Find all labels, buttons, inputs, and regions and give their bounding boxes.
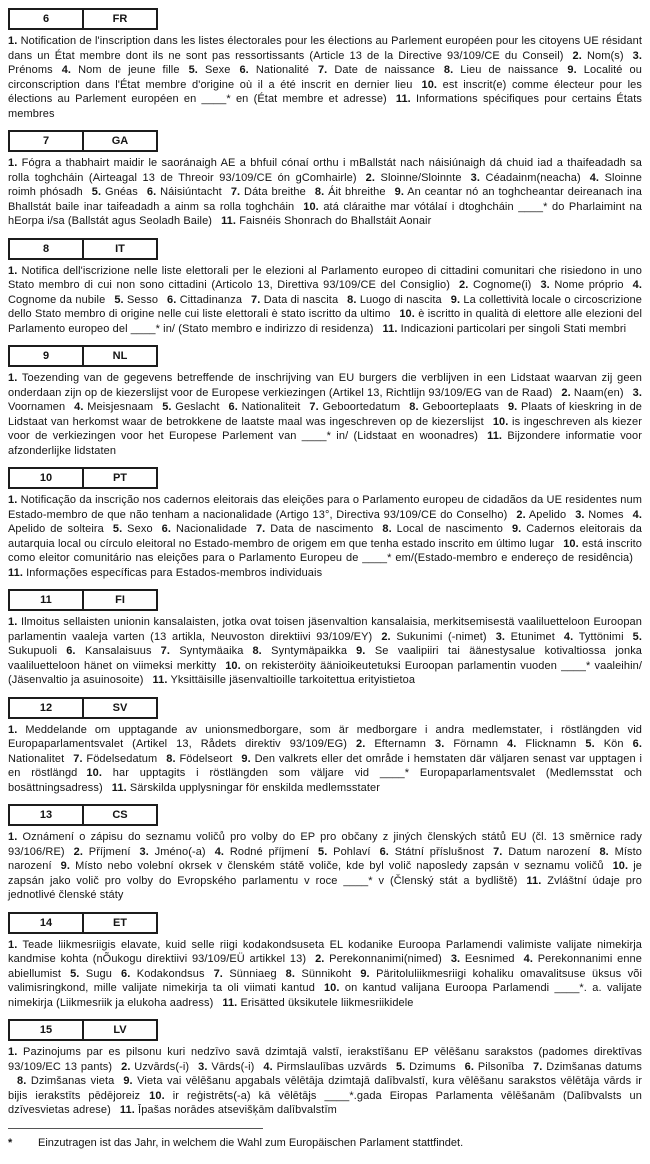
section-text: [8, 493, 642, 580]
item-number: 3.: [632, 49, 642, 62]
item-text: Pazinojums par es pilsonu kuri nedzīvo savā dzimtajā valstī, ierakstīšanu EP vēlēšanu sarakstos (padomes direktīvas 93/109/EC 13 pants): [8, 1046, 642, 1073]
item-number: 11.: [487, 430, 503, 442]
item-number: 8.: [409, 401, 419, 413]
item-text: on kantud valijana Euroopa Parlamendi ____*. a. valijate nimekirja (Liikmesriik ja elukoha aadress): [8, 982, 642, 1009]
item-number: 10.: [323, 982, 340, 994]
item-text: Īpašas norādes atsevišķām dalībvalstīm: [134, 1104, 337, 1116]
item-text: Místo narození: [8, 845, 642, 872]
item-number: 10.: [149, 1089, 165, 1102]
item-text: Localité ou circonscription dans l'État membre d'origine où il a été inscrit en dernier lieu: [8, 64, 642, 91]
item-number: 10.: [86, 767, 102, 779]
item-number: 7.: [213, 967, 223, 980]
item-text: Céadainm(neacha): [480, 171, 581, 184]
language-section: [8, 8, 642, 121]
item-text: Lieu de naissance: [453, 64, 559, 76]
item-number: 4.: [507, 738, 517, 750]
item-text: Sesso: [123, 293, 159, 306]
item-number: 5.: [632, 630, 642, 643]
item-text: Dzimšanas vieta: [26, 1075, 115, 1087]
item-text: Náisiúntacht: [156, 186, 222, 198]
item-number: 5.: [395, 1060, 406, 1073]
item-text: Ilmoitus sellaisten unionin kansalaisten, jotka ovat toisen jäsenvaltion kansalaisia, merkitsemisestä vaaliluetteloon Euroopan parlamentin vaaleja varten (13 artikla, Neuvoston direktiivi 93/109/EY): [8, 616, 642, 643]
item-text: Särskilda upplysningar för enskilda medlemsstater: [126, 781, 380, 794]
item-text: Meisjesnaam: [83, 401, 154, 413]
item-number: 7.: [73, 752, 83, 765]
section-header-box: [8, 345, 158, 367]
section-number: 13: [10, 806, 84, 824]
item-number: 10.: [563, 537, 579, 550]
item-text: Vieta vai vēlēšanu apgabals vēlētāja dzimtajā dalībvalstī, kura vēlēšanu sarakstos vēlētāja vārds ir bijis ierakstīts pēdējoreiz: [8, 1075, 642, 1102]
item-text: Kön: [594, 738, 624, 750]
section-text: [8, 1045, 642, 1118]
item-number: 11.: [8, 566, 23, 579]
item-number: 1.: [8, 831, 18, 843]
item-number: 2.: [365, 171, 376, 184]
item-text: Cognome(i): [468, 279, 532, 291]
item-text: Nationalitet: [8, 752, 65, 765]
item-text: Příjmení: [83, 845, 131, 858]
language-section: [8, 804, 642, 903]
item-number: 4.: [563, 630, 574, 643]
item-number: 2.: [572, 49, 582, 62]
item-text: Sugu: [79, 967, 112, 980]
item-text: Födelseort: [175, 752, 233, 765]
item-text: je zapsán jako volič pro volby do Evropského parlamentu v roce ____* v (Členský stát a bydliště): [8, 860, 643, 887]
section-text: [8, 938, 642, 1011]
item-number: 9.: [123, 1075, 133, 1087]
item-text: Geboortedatum: [318, 401, 401, 413]
section-number: 12: [10, 699, 84, 717]
item-text: Sexo: [122, 523, 153, 535]
section-text: [8, 371, 642, 458]
section-number: 6: [10, 10, 84, 28]
item-number: 8.: [314, 186, 325, 198]
section-text: [8, 34, 642, 121]
item-text: Bijzondere informatie voor afzonderlijke lidstaten: [8, 430, 642, 457]
item-number: 1.: [8, 616, 18, 628]
section-text: [8, 615, 642, 688]
item-text: Teade liikmesriigis elavate, kuid selle riigi kodakondsuseta EL kodanike Euroopa Parlamendi valimiste valijate nimekirja kandmise kohta (nÕukogu direktiivi 93/109/EÜ artikkel 13): [8, 938, 642, 965]
item-number: 7.: [533, 1060, 543, 1073]
item-number: 11.: [221, 215, 237, 227]
language-code: PT: [112, 472, 128, 484]
section-number: 14: [10, 914, 84, 932]
item-text: Flicknamn: [516, 738, 577, 750]
item-text: Den valkrets eller det område i hemstaten där väljaren senast var upptagen i en röstlängd: [8, 752, 642, 779]
item-text: Sünnikoht: [295, 967, 352, 980]
item-number: 8.: [252, 645, 262, 657]
item-number: 6.: [632, 738, 642, 750]
footnote-marker: *: [8, 1136, 13, 1149]
item-number: 10.: [492, 415, 509, 428]
item-number: 6.: [167, 293, 177, 306]
item-text: Notifica dell'iscrizione nelle liste elettorali per le elezioni al Parlamento europeo di cittadini comunitari che risiedono in uno Stato membro di cui non sono cittadini (Articolo 13, Direttiva 93/109/CE del Consiglio): [8, 264, 642, 291]
item-number: 1.: [8, 372, 18, 384]
item-text: Cadernos eleitorais da autarquia local ou círculo eleitoral no Estado-membro de origem em que tenha estado inscrito em último lugar: [8, 523, 643, 550]
item-text: Perekonnanimi(nimed): [324, 953, 442, 965]
section-header-box: [8, 238, 158, 260]
item-number: 1.: [8, 264, 18, 277]
item-text: Sloinne roimh phósadh: [8, 171, 642, 198]
item-text: Jméno(-a): [148, 845, 206, 858]
section-header-box: [8, 912, 158, 934]
item-number: 2.: [315, 953, 325, 965]
item-number: 4.: [214, 845, 225, 858]
section-header-box: [8, 8, 158, 30]
item-text: Födelsedatum: [82, 752, 158, 765]
item-number: 11.: [526, 874, 542, 887]
item-text: Apelido de solteira: [8, 523, 104, 535]
item-text: Se vaalipiiri tai äänestysalue kotivaltiossa jonka vaaliluetteloon hänet on viimeksi merkitty: [8, 645, 643, 672]
item-text: Nome próprio: [549, 279, 624, 291]
item-text: ir reģistrēts(-a) kā vēlētājs ____*.gada Eiropas Parlamenta vēlēšanām (Dalībvalsts un dzīvesvietas adrese): [8, 1089, 642, 1116]
footnote: [8, 1136, 642, 1151]
item-number: 10.: [612, 860, 629, 872]
section-number: 15: [10, 1021, 84, 1039]
item-text: Notification de l'inscription dans les listes électorales pour les élections au Parlement européen pour les citoyens UE résidant dans un État membre dont ils ne sont pas ressortissants (Article 13 de la Directive 93/109/CE du Conseil): [8, 35, 642, 62]
item-text: Kodakondsus: [130, 967, 205, 980]
item-text: Dzimums: [405, 1060, 456, 1073]
item-text: Sünniaeg: [222, 967, 277, 980]
item-text: Gnéas: [101, 186, 138, 198]
item-text: Perekonnanimi enne abiellumist: [8, 953, 642, 980]
item-number: 3.: [139, 845, 149, 858]
item-text: Nom de jeune fille: [71, 64, 180, 76]
item-text: Áit bhreithe: [324, 186, 386, 198]
item-text: Erisätted üksikutele liikmesriikidele: [237, 996, 414, 1009]
item-number: 9.: [450, 293, 461, 306]
item-number: 3.: [495, 630, 506, 643]
item-text: Indicazioni particolari per singoli Stati membri: [397, 322, 627, 335]
item-number: 1.: [8, 723, 18, 736]
section-number: 7: [10, 132, 84, 150]
item-text: Toezending van de gegevens betreffende de inschrijving van EU burgers die verblijven in een Lidstaat waarvan zij geen onderdaan zijn op de kiezerslijst voor de Europese verkiezingen (Artikel 13, Richtlijn 93/109/EG van de Raad): [8, 372, 642, 399]
item-number: 5.: [91, 186, 102, 198]
item-number: 6.: [239, 64, 249, 76]
item-text: Rodné příjmení: [224, 845, 310, 858]
item-text: Fógra a thabhairt maidir le saoránaigh AE a bhfuil cónaí orthu i mBallstát nach náisiúnaigh dá chuid iad a thaifeadadh sa rolla toghcháin (Airteagal 13 de Threoir 93/109/CE ón gComhairle): [8, 157, 642, 184]
item-text: Date de naissance: [327, 64, 435, 76]
section-text: [8, 264, 642, 337]
item-number: 9.: [356, 645, 366, 657]
item-text: Sukunimi (-nimet): [390, 630, 487, 643]
item-text: Cognome da nubile: [8, 293, 106, 306]
item-text: Dáta breithe: [240, 186, 306, 198]
item-number: 7.: [230, 186, 241, 198]
item-text: Geslacht: [171, 401, 220, 413]
item-text: Sukupuoli: [8, 645, 58, 657]
item-number: 6.: [161, 523, 172, 535]
language-code: IT: [115, 242, 125, 255]
item-text: est inscrit(e) comme électeur pour les élections au Parlement européen en ____* en (État membre et adresse): [8, 78, 642, 105]
section-number: 10: [10, 469, 84, 487]
language-code: FR: [112, 13, 128, 25]
item-number: 11.: [382, 322, 398, 335]
item-text: Pohlaví: [327, 845, 371, 858]
item-number: 2.: [381, 630, 391, 643]
item-text: Naam(en): [570, 386, 624, 399]
item-text: Efternamn: [365, 738, 426, 750]
section-header-box: [8, 130, 158, 152]
item-number: 9.: [507, 401, 518, 413]
item-number: 7.: [317, 64, 328, 76]
item-number: 9.: [511, 523, 522, 535]
item-text: Sexe: [197, 64, 231, 76]
item-number: 3.: [198, 1060, 208, 1073]
item-number: 11.: [119, 1104, 135, 1116]
item-number: 5.: [162, 401, 172, 413]
item-number: 11.: [152, 674, 168, 686]
item-number: 2.: [121, 1060, 131, 1073]
section-text: [8, 723, 642, 796]
language-code: ET: [112, 916, 128, 929]
item-text: Sloinne/Sloinnte: [375, 171, 462, 184]
item-number: 5.: [585, 738, 595, 750]
item-number: 7.: [255, 523, 266, 535]
language-section: [8, 345, 642, 458]
item-number: 2.: [459, 279, 469, 291]
item-number: 8.: [17, 1075, 27, 1087]
item-text: Förnamn: [444, 738, 499, 750]
item-text: Datum narození: [502, 845, 591, 858]
language-code: NL: [112, 350, 128, 362]
item-number: 6.: [66, 645, 76, 657]
item-number: 1.: [8, 494, 18, 506]
item-number: 10.: [303, 200, 319, 213]
item-text: Nationalité: [248, 64, 309, 76]
item-number: 4.: [632, 508, 642, 521]
item-number: 5.: [70, 967, 80, 980]
language-section: [8, 697, 642, 796]
item-text: Místo nebo volební okrsek v členském státě voliče, kde byl volič naposledy zapsán v seznamu voličů: [69, 860, 604, 872]
item-number: 2.: [561, 386, 571, 399]
item-number: 8.: [382, 523, 392, 535]
footnote-separator-line: [8, 1128, 263, 1129]
language-section: [8, 130, 642, 229]
item-number: 6.: [146, 186, 157, 198]
item-text: Vārds(-i): [207, 1060, 255, 1073]
item-text: Pirmslaulības uzvārds: [272, 1060, 387, 1073]
item-number: 3.: [470, 171, 481, 184]
item-text: Data de nascimento: [265, 523, 374, 535]
item-number: 8.: [166, 752, 176, 765]
item-text: Tyttönimi: [573, 630, 624, 643]
item-text: Plaats of kieskring in de Lidstaat van herkomst waar de betrokkene de laatste maal was ingeschreven op de kiezerslijst: [8, 401, 642, 428]
item-number: 10.: [421, 78, 438, 91]
item-number: 7.: [309, 401, 319, 413]
item-text: har upptagits i röstlängden som väljare vid ____* Europaparlamentsvalet (Medlemsstat och bosättningsadress): [8, 767, 642, 794]
item-number: 9.: [567, 64, 577, 76]
language-section: [8, 589, 642, 688]
item-number: 9.: [241, 752, 251, 765]
language-code: CS: [112, 809, 128, 821]
item-number: 4.: [74, 401, 84, 413]
item-number: 7.: [493, 845, 503, 858]
item-text: Data di nascita: [260, 293, 339, 306]
item-number: 2.: [356, 738, 366, 750]
item-text: An ceantar nó an toghcheantar deireanach ina Bhallstát baile inar taifeadadh a ainm sa rolla toghcháin: [8, 186, 642, 213]
item-text: Notificação da inscrição nos cadernos eleitorais das eleições para o Parlamento europeu de cidadãos da UE residentes num Estado-membro de que não tenham a nacionalidade (Artigo 13°, Directiva 93/109/CE do Conselho): [8, 494, 642, 521]
item-text: La collettività locale o circoscrizione dello Stato membro di origine nelle cui liste elettorali è stato iscritto da ultimo: [8, 293, 642, 320]
item-text: Nomes: [584, 508, 624, 521]
item-number: 11.: [222, 996, 238, 1009]
item-text: Prénoms: [8, 64, 53, 76]
section-number: 9: [10, 347, 84, 365]
section-number: 11: [10, 591, 84, 609]
language-code: SV: [112, 701, 128, 714]
item-number: 6.: [464, 1060, 475, 1073]
item-text: Dzimšanas datums: [542, 1060, 642, 1073]
section-header-box: [8, 589, 158, 611]
item-number: 6.: [228, 401, 238, 413]
item-number: 4.: [523, 953, 534, 965]
item-number: 5.: [114, 293, 124, 306]
item-number: 1.: [8, 1046, 18, 1058]
section-header-box: [8, 697, 158, 719]
item-number: 4.: [589, 171, 600, 184]
item-text: Nom(s): [581, 49, 624, 62]
item-text: Geboorteplaats: [418, 401, 499, 413]
item-text: está inscrito como eleitor comunitário nas eleições para o Parlamento Europeu de ____* em/(Estado-membro e endereço de residência): [8, 537, 642, 564]
language-section: [8, 1019, 642, 1118]
item-number: 7.: [160, 645, 170, 657]
item-number: 2.: [73, 845, 84, 858]
section-header-box: [8, 467, 158, 489]
section-header-box: [8, 1019, 158, 1041]
item-text: Nationaliteit: [237, 401, 301, 413]
item-number: 3.: [540, 279, 550, 291]
section-number: 8: [10, 240, 84, 258]
language-code: FI: [115, 594, 125, 606]
language-code: GA: [111, 135, 129, 147]
footnote-text: Einzutragen ist das Jahr, in welchem die Wahl zum Europäischen Parlament stattfindet.: [38, 1136, 464, 1149]
item-number: 3.: [575, 508, 585, 521]
language-code: LV: [113, 1024, 127, 1036]
item-number: 8.: [347, 293, 357, 306]
item-text: Státní příslušnost: [388, 845, 485, 858]
item-text: è iscritto in qualità di elettore alle elezioni del Parlamento europeo del ____* in/ (Stato membro e indirizzo di residenza): [8, 308, 642, 335]
item-text: Kansalaisuus: [75, 645, 152, 657]
item-number: 5.: [112, 523, 123, 535]
language-section: [8, 238, 642, 337]
item-text: Luogo di nascita: [356, 293, 442, 306]
item-text: is ingeschreven als kiezer voor de verkiezingen voor het Europese Parlement van ____* in/ (Lidstaat en woonadres): [8, 415, 643, 442]
item-text: Syntymäpaikka: [261, 645, 348, 657]
language-section: [8, 467, 642, 580]
section-text: [8, 156, 642, 229]
item-text: Cittadinanza: [176, 293, 243, 306]
item-text: Voornamen: [8, 401, 66, 413]
item-text: Local de nascimento: [391, 523, 503, 535]
item-text: atá cláraithe mar vótálaí i dtoghcháin ____* do Pharlaimint na hEorpa i/sa (Ballstát agus Seoladh Baile): [8, 200, 642, 227]
item-number: 10.: [399, 308, 415, 320]
item-text: Informações específicas para Estados-membros individuais: [23, 566, 323, 579]
item-number: 4.: [632, 279, 643, 291]
item-number: 4.: [263, 1060, 273, 1073]
item-number: 4.: [61, 64, 72, 76]
item-number: 2.: [516, 508, 526, 521]
language-section: [8, 912, 642, 1011]
item-number: 8.: [443, 64, 454, 76]
item-text: Apelido: [525, 508, 567, 521]
item-text: Eesnimed: [460, 953, 515, 965]
item-text: Oznámení o zápisu do seznamu voličů pro volby do EP pro občany z jiných členských států EU (čl. 13 směrnice rady 93/106/RE): [8, 831, 642, 858]
item-text: Uzvārds(-i): [130, 1060, 190, 1073]
item-number: 1.: [8, 938, 18, 951]
item-text: Zvláštní údaje pro jednotlivé členské státy: [8, 874, 642, 901]
item-text: Yksittäisille jäsenvaltioille tarkoitettua erityistietoa: [167, 674, 416, 686]
item-number: 3.: [450, 953, 461, 965]
item-number: 3.: [434, 738, 445, 750]
item-text: Pilsonība: [474, 1060, 525, 1073]
section-text: [8, 830, 642, 903]
item-number: 1.: [8, 157, 18, 169]
item-number: 5.: [188, 64, 198, 76]
item-text: Nacionalidade: [171, 523, 247, 535]
item-number: 11.: [111, 781, 127, 794]
item-text: Meddelande om upptagande av unionsmedborgare, som är medborgare i andra medlemstater, i röstlängden vid Europaparlamentsvalet (Artikel 13, Rådets direktiv 93/109/EG): [8, 723, 642, 750]
item-number: 6.: [120, 967, 131, 980]
item-number: 1.: [8, 35, 18, 47]
item-text: on rekisteröity äänioikeutetuksi Euroopan parlamentin vuoden ____* vaaleihin/ (Jäsenvaltio ja asuinosoite): [8, 659, 642, 686]
item-number: 9.: [60, 860, 70, 872]
item-number: 5.: [318, 845, 328, 858]
section-header-box: [8, 804, 158, 826]
item-number: 10.: [225, 659, 241, 672]
item-text: Etunimet: [505, 630, 555, 643]
sections-list: [8, 8, 642, 1118]
item-text: Syntymäaika: [169, 645, 244, 657]
item-text: Faisnéis Shonrach do Bhallstáit Aonair: [236, 215, 432, 227]
item-number: 7.: [251, 293, 261, 306]
item-number: 9.: [360, 967, 370, 980]
item-number: 8.: [599, 845, 609, 858]
item-number: 3.: [632, 386, 642, 399]
item-text: Päritoluliikmesriigi kohaliku omavalitsuse üksus või valimisringkond, mille valijate nimekirja ta oli viimati kantud: [8, 967, 643, 994]
item-text: Informations spécifiques pour certains États membres: [8, 93, 642, 120]
item-number: 11.: [395, 93, 411, 105]
item-number: 6.: [379, 845, 389, 858]
item-number: 8.: [285, 967, 296, 980]
item-number: 9.: [394, 186, 404, 198]
